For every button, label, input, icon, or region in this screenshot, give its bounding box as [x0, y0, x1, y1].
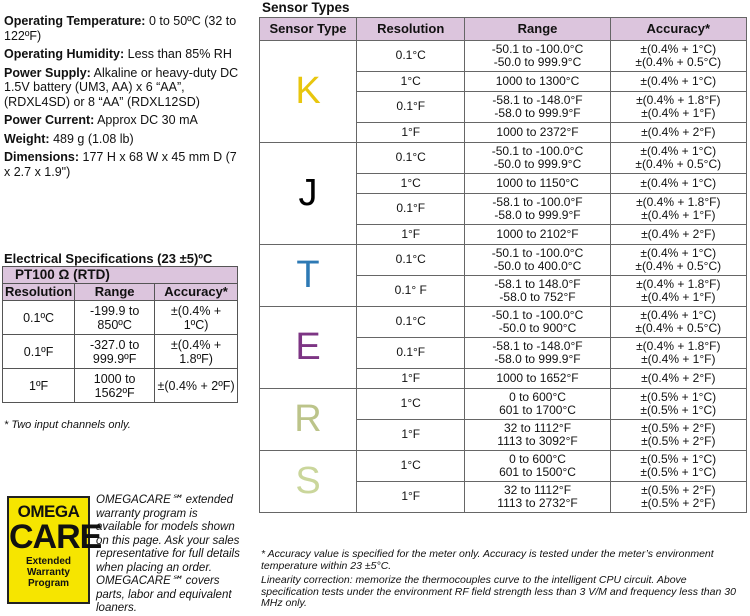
rtd-resolution: 0.1ºC — [3, 301, 75, 335]
rtd-resolution: 0.1ºF — [3, 335, 75, 369]
range-cell: -58.1 to -148.0°F -58.0 to 999.9°F — [465, 92, 610, 123]
resolution-cell: 1°C — [357, 389, 465, 420]
sensor-type-s: S — [260, 451, 357, 513]
resolution-cell: 0.1°C — [357, 41, 465, 72]
range-cell: -58.1 to -148.0°F -58.0 to 999.9°F — [465, 338, 610, 369]
sensor-type-t: T — [260, 245, 357, 307]
range-cell: 1000 to 2372°F — [465, 123, 610, 143]
resolution-cell: 0.1°F — [357, 92, 465, 123]
range-cell: 0 to 600°C 601 to 1700°C — [465, 389, 610, 420]
resolution-cell: 0.1°C — [357, 307, 465, 338]
header-resolution: Resolution — [357, 18, 465, 41]
resolution-cell: 1°F — [357, 482, 465, 513]
rtd-table — [2, 266, 238, 403]
spec-operating-humidity: Operating Humidity: Less than 85% RH — [4, 47, 232, 61]
range-cell: -50.1 to -100.0°C -50.0 to 999.9°C — [465, 143, 610, 174]
linearity-footnote: Linearity correction: memorize the thermocouples curve to the intelligent CPU circuit. Above specification tests under the environment RF field strength less than 3 V/M and frequency less than 30 MHz only. — [261, 574, 736, 609]
accuracy-cell: ±(0.5% + 1°C) ±(0.5% + 1°C) — [610, 389, 746, 420]
resolution-cell: 0.1°C — [357, 245, 465, 276]
omegacare-description: OMEGACARE℠ extended warranty program is available for models shown on this page. Ask your sales representative for full details when placing an order. OMEGACARE℠ covers parts, labor and equivalent loaners. — [96, 494, 240, 614]
accuracy-cell: ±(0.5% + 2°F) ±(0.5% + 2°F) — [610, 420, 746, 451]
electrical-specs-title: Electrical Specifications (23 ±5)ºC — [4, 251, 213, 266]
resolution-cell: 0.1°F — [357, 338, 465, 369]
general-specs — [4, 14, 240, 183]
table-row — [260, 245, 747, 276]
rtd-range: -199.9 to 850ºC — [75, 301, 155, 335]
resolution-cell: 0.1°C — [357, 143, 465, 174]
header-range: Range — [465, 18, 610, 41]
rtd-accuracy: ±(0.4% + 1.8ºF) — [155, 335, 238, 369]
accuracy-cell: ±(0.4% + 1°C) — [610, 174, 746, 194]
range-cell: -58.1 to -100.0°F -58.0 to 999.9°F — [465, 194, 610, 225]
sensor-type-j: J — [260, 143, 357, 245]
accuracy-cell: ±(0.4% + 2°F) — [610, 123, 746, 143]
table-row — [260, 307, 747, 338]
table-row — [3, 335, 238, 369]
range-cell: -50.1 to -100.0°C -50.0 to 400.0°C — [465, 245, 610, 276]
rtd-resolution: 1ºF — [3, 369, 75, 403]
accuracy-cell: ±(0.4% + 1.8°F) ±(0.4% + 1°F) — [610, 92, 746, 123]
logo-program-text: Extended Warranty Program — [25, 556, 71, 589]
table-row — [260, 389, 747, 420]
resolution-cell: 1°F — [357, 420, 465, 451]
accuracy-cell: ±(0.4% + 1°C) ±(0.4% + 0.5°C) — [610, 143, 746, 174]
range-cell: 1000 to 1150°C — [465, 174, 610, 194]
table-row — [260, 41, 747, 72]
rtd-header-range: Range — [75, 284, 155, 301]
sensor-types-title: Sensor Types — [262, 0, 350, 15]
logo-omega-text: OMEGA — [17, 502, 80, 521]
table-row — [3, 369, 238, 403]
omegacare-logo — [7, 496, 102, 604]
sensor-type-r: R — [260, 389, 357, 451]
table-row — [260, 451, 747, 482]
accuracy-cell: ±(0.4% + 1.8°F) ±(0.4% + 1°F) — [610, 338, 746, 369]
range-cell: -50.1 to -100.0°C -50.0 to 900°C — [465, 307, 610, 338]
spec-operating-temperature: Operating Temperature: 0 to 50ºC (32 to 122ºF) — [4, 14, 237, 43]
accuracy-cell: ±(0.4% + 1.8°F) ±(0.4% + 1°F) — [610, 276, 746, 307]
rtd-header-accuracy: Accuracy* — [155, 284, 238, 301]
range-cell: -50.1 to -100.0°C -50.0 to 999.9°C — [465, 41, 610, 72]
rtd-table-title: PT100 Ω (RTD) — [3, 267, 238, 284]
accuracy-cell: ±(0.4% + 1°C) — [610, 72, 746, 92]
rtd-header-resolution: Resolution — [3, 284, 75, 301]
rtd-accuracy: ±(0.4% + 2ºF) — [155, 369, 238, 403]
resolution-cell: 0.1°F — [357, 194, 465, 225]
rtd-range: 1000 to 1562ºF — [75, 369, 155, 403]
resolution-cell: 1°C — [357, 451, 465, 482]
sensor-type-e: E — [260, 307, 357, 389]
spec-power-supply: Power Supply: Alkaline or heavy-duty DC 1.5V battery (UM3, AA) x 6 “AA”, (RDXL4SD) or 8 “AA” (RDXL12SD) — [4, 65, 239, 109]
accuracy-cell: ±(0.5% + 2°F) ±(0.5% + 2°F) — [610, 482, 746, 513]
accuracy-cell: ±(0.4% + 1°C) ±(0.4% + 0.5°C) — [610, 41, 746, 72]
range-cell: 1000 to 1652°F — [465, 369, 610, 389]
accuracy-cell: ±(0.4% + 1°C) ±(0.4% + 0.5°C) — [610, 307, 746, 338]
sensor-types-table — [259, 17, 747, 513]
resolution-cell: 1°C — [357, 174, 465, 194]
accuracy-cell: ±(0.4% + 2°F) — [610, 369, 746, 389]
range-cell: -58.1 to 148.0°F -58.0 to 752°F — [465, 276, 610, 307]
spec-dimensions: Dimensions: 177 H x 68 W x 45 mm D (7 x 2.7 x 1.9") — [4, 150, 237, 179]
spec-power-current: Power Current: Approx DC 30 mA — [4, 113, 198, 127]
table-row — [3, 301, 238, 335]
header-sensor-type: Sensor Type — [260, 18, 357, 41]
range-cell: 1000 to 2102°F — [465, 225, 610, 245]
rtd-range: -327.0 to 999.9ºF — [75, 335, 155, 369]
resolution-cell: 1°C — [357, 72, 465, 92]
resolution-cell: 1°F — [357, 123, 465, 143]
range-cell: 32 to 1112°F 1113 to 2732°F — [465, 482, 610, 513]
accuracy-cell: ±(0.4% + 1.8°F) ±(0.4% + 1°F) — [610, 194, 746, 225]
table-row — [260, 143, 747, 174]
resolution-cell: 1°F — [357, 369, 465, 389]
accuracy-cell: ±(0.4% + 2°F) — [610, 225, 746, 245]
range-cell: 0 to 600°C 601 to 1500°C — [465, 451, 610, 482]
accuracy-cell: ±(0.5% + 1°C) ±(0.5% + 1°C) — [610, 451, 746, 482]
range-cell: 32 to 1112°F 1113 to 3092°F — [465, 420, 610, 451]
accuracy-cell: ±(0.4% + 1°C) ±(0.4% + 0.5°C) — [610, 245, 746, 276]
rtd-note: * Two input channels only. — [4, 419, 131, 431]
sensor-footnotes — [261, 549, 747, 613]
sensor-type-k: K — [260, 41, 357, 143]
logo-care-text: CARE — [9, 518, 102, 556]
range-cell: 1000 to 1300°C — [465, 72, 610, 92]
header-accuracy: Accuracy* — [610, 18, 746, 41]
resolution-cell: 0.1° F — [357, 276, 465, 307]
accuracy-footnote: * Accuracy value is specified for the meter only. Accuracy is tested under the meter’s environment temperature within 23 ±5°C. — [261, 548, 714, 572]
spec-weight: Weight: 489 g (1.08 lb) — [4, 131, 134, 146]
resolution-cell: 1°F — [357, 225, 465, 245]
rtd-accuracy: ±(0.4% + 1ºC) — [155, 301, 238, 335]
